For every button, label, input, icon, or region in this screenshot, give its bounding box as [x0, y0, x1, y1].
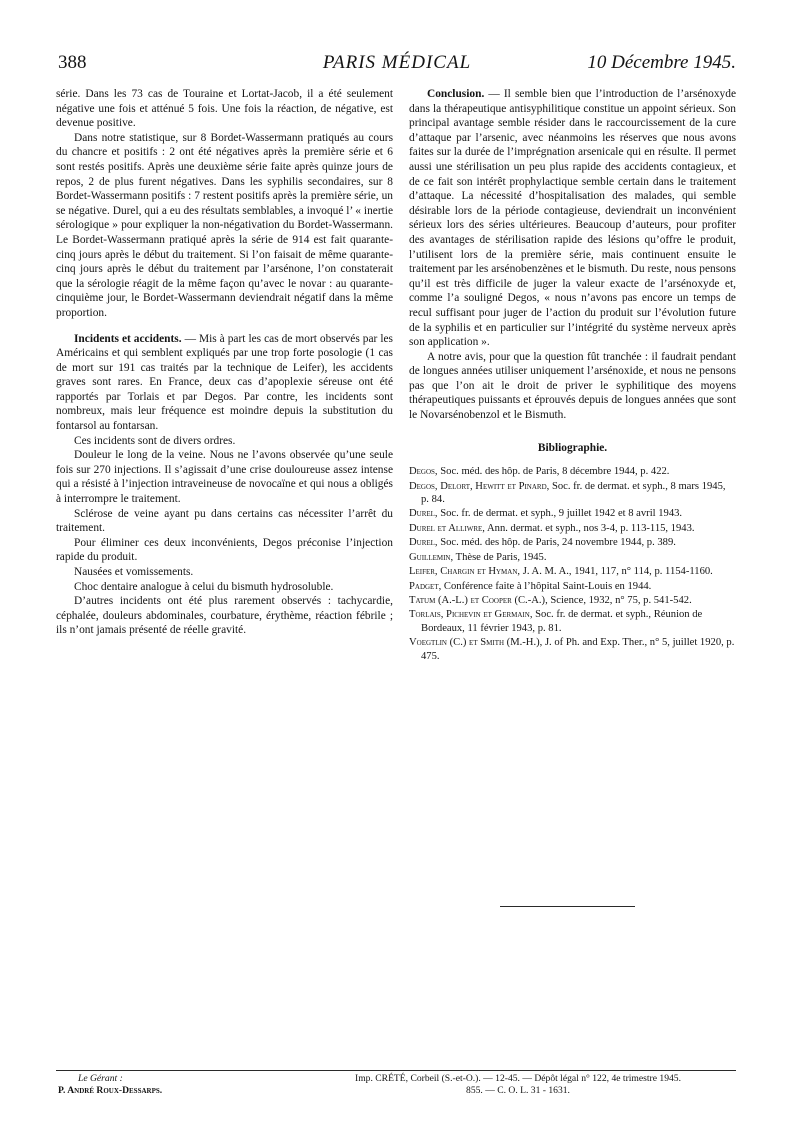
paragraph: A notre avis, pour que la question fût tranchée : il faudrait pendant de longues années utiliser uniquement l’arsénoxide, et nous ne pensons pas que l’on ait le droit de priver le syphilitique des moyens thérapeutiques puissants et éprouvés depuis de longues années que sont le Novarsénobenzol et le Bismuth. — [409, 350, 736, 422]
reference-item: Guillemin, Thèse de Paris, 1945. — [409, 551, 547, 563]
bibliography-title: Bibliographie. — [537, 441, 608, 454]
issue-date: 10 Décembre 1945. — [587, 52, 736, 73]
footer-manager — [58, 1073, 162, 1096]
reference-item: Durel, Soc. fr. de dermat. et syph., 9 juillet 1942 et 8 avril 1943. — [409, 508, 683, 520]
paragraph: Choc dentaire analogue à celui du bismuth hydrosoluble. — [74, 580, 334, 593]
bibliography-list — [409, 465, 736, 663]
section-divider — [500, 906, 635, 907]
page-header — [58, 52, 736, 78]
reference-item: Durel et Alliwre, Ann. dermat. et syph., nos 3-4, p. 113-115, 1943. — [409, 522, 695, 534]
section-heading: Conclusion. — [427, 88, 485, 100]
paragraph: Pour éliminer ces deux inconvénients, Degos préconise l’injection rapide du produit. — [56, 536, 393, 564]
reference-item: Degos, Delort, Hewitt et Pinard, Soc. fr. de dermat. et syph., 8 mars 1945, p. 84. — [409, 480, 726, 506]
paragraph: Dans notre statistique, sur 8 Bordet-Wassermann pratiqués au cours du chancre et positifs : 2 ont été négatives après la première série et 6 sont restés positifs. Après une deuxième série faite après quinze jours de repos, 2 de plus furent négatives. Dans les syphilis secondaires, sur 8 Bordet-Wassermann positifs : 7 restent positifs après la première série, un se négative. Durel, qui a eu des résultats semblables, a invoqué l’ « inertie sérologique » pour expliquer la non-négativation du Bordet-Wassermann. Le Bordet-Wassermann pratiqué après la série de 914 est fait quarante-cinq jours après le début du traitement. Si l’on faisait de même quarante-cinq jours après le début du traitement par l’arsénone, l’on constaterait que la sérologie réagit de la même façon qu’avec le novar : au quarante-cinquième jour, le Bordet-Wassermann deviendrait négatif dans la même proportion. — [56, 131, 393, 319]
reference-item: Durel, Soc. méd. des hôp. de Paris, 24 novembre 1944, p. 389. — [409, 537, 676, 549]
incidents-section — [56, 332, 393, 434]
page-number: 388 — [58, 52, 87, 73]
reference-item: Degos, Soc. méd. des hôp. de Paris, 8 décembre 1944, p. 422. — [409, 466, 670, 478]
reference-item: Leifer, Chargin et Hyman, J. A. M. A., 1941, 117, n° 114, p. 1154-1160. — [409, 566, 713, 578]
paragraph: Douleur le long de la veine. Nous ne l’avons observée qu’une seule fois sur 270 injections. Il s’agissait d’une crise douloureuse assez intense qui a résisté à l’injection intraveineuse de novocaïne et qui nous a obligés à interrompre le traitement. — [56, 449, 393, 506]
paragraph: — Mis à part les cas de mort observés par les Américains et qui semblent expliqués par une trop forte posologie (1 cas de mort sur 191 cas traités par la technique de Leifer), les accidents graves sont rares. En France, deux cas d’apoplexie séreuse ont été rapportés par Torlais et par Degos. Par contre, les incidents sont nombreux, mais leur fréquence est moindre depuis la substitution du fontarsol au fontarsan. — [56, 332, 393, 433]
conclusion-section — [409, 87, 736, 350]
footer-printer — [300, 1073, 736, 1096]
manager-label: Le Gérant : — [78, 1073, 123, 1084]
left-column — [56, 87, 393, 638]
manager-name: P. André Roux-Dessarps. — [58, 1084, 163, 1096]
printer-line: Imp. CRÉTÉ, Corbeil (S.-et-O.). — 12-45. — Dépôt légal n° 122, 4e trimestre 1945. — [355, 1073, 681, 1084]
reference-item: Torlais, Pichevin et Germain, Soc. fr. de dermat. et syph., Réunion de Bordeaux, 11 février 1943, p. 81. — [409, 609, 703, 634]
printer-line: 855. — C. O. L. 31 - 1631. — [466, 1084, 570, 1096]
footer-rule — [56, 1070, 736, 1071]
paragraph: Ces incidents sont de divers ordres. — [74, 434, 236, 447]
reference-item: Voegtlin (C.) et Smith (M.-H.), J. of Ph. and Exp. Ther., n° 5, juillet 1920, p. 475. — [409, 637, 735, 662]
journal-title: PARIS MÉDICAL — [322, 52, 472, 73]
paragraph: Sclérose de veine ayant pu dans certains cas nécessiter l’arrêt du traitement. — [56, 507, 393, 535]
reference-item: Padget, Conférence faite à l’hôpital Saint-Louis en 1944. — [409, 580, 652, 592]
paragraph: Nausées et vomissements. — [74, 566, 194, 578]
paragraph: D’autres incidents ont été plus rarement observés : tachycardie, céphalée, douleurs abdominales, courbature, érythème, réaction fébrile ; ils n’ont jamais présenté de réelle gravité. — [56, 595, 393, 637]
section-heading: Incidents et accidents. — [74, 332, 182, 345]
right-column — [409, 87, 736, 664]
paragraph: — Il semble bien que l’introduction de l’arsénoxyde dans la thérapeutique antisyphilitique constitue un appoint sérieux. Son principal avantage semble résider dans le raccourcissement de la cure d’attaque par l’arsenic, avec néanmoins les réserves que nous avons faites sur la durée de l’imprégnation arsenicale qui en résulte. Il permet aussi une stérilisation un peu plus rapide des accidents contagieux, et de ce fait son intérêt prophylactique semble certain dans le traitement d’attaque. La nécessité d’hospitalisation des malades, qui semble désirable lors de la période contagieuse, deviendrait un inconvénient sérieux lors des séries ultérieures. Beaucoup d’auteurs, pour profiter des avantages de stérilisation rapide des lésions qu’offre le produit, l’utilisent lors de la première série, mais continuent ensuite le traitement par les arsénobenzènes et le bismuth. Du reste, nous pensons qu’il est très difficile de juger la valeur exacte de l’arsénoxyde et, comme l’a souligné Degos, « nous n’avons pas encore un temps de recul suffisant pour juger de l’action du produit sur l’évolution future de la syphilis et en particulier sur l’intégrité du système nerveux après son application ». — [409, 88, 736, 349]
reference-item: Tatum (A.-L.) et Cooper (C.-A.), Science, 1932, n° 75, p. 541-542. — [409, 594, 692, 606]
paragraph: série. Dans les 73 cas de Touraine et Lortat-Jacob, il a été seulement négative une fois et atténué 5 fois. Une fois la réaction, de négative, est devenue positive. — [56, 88, 393, 130]
